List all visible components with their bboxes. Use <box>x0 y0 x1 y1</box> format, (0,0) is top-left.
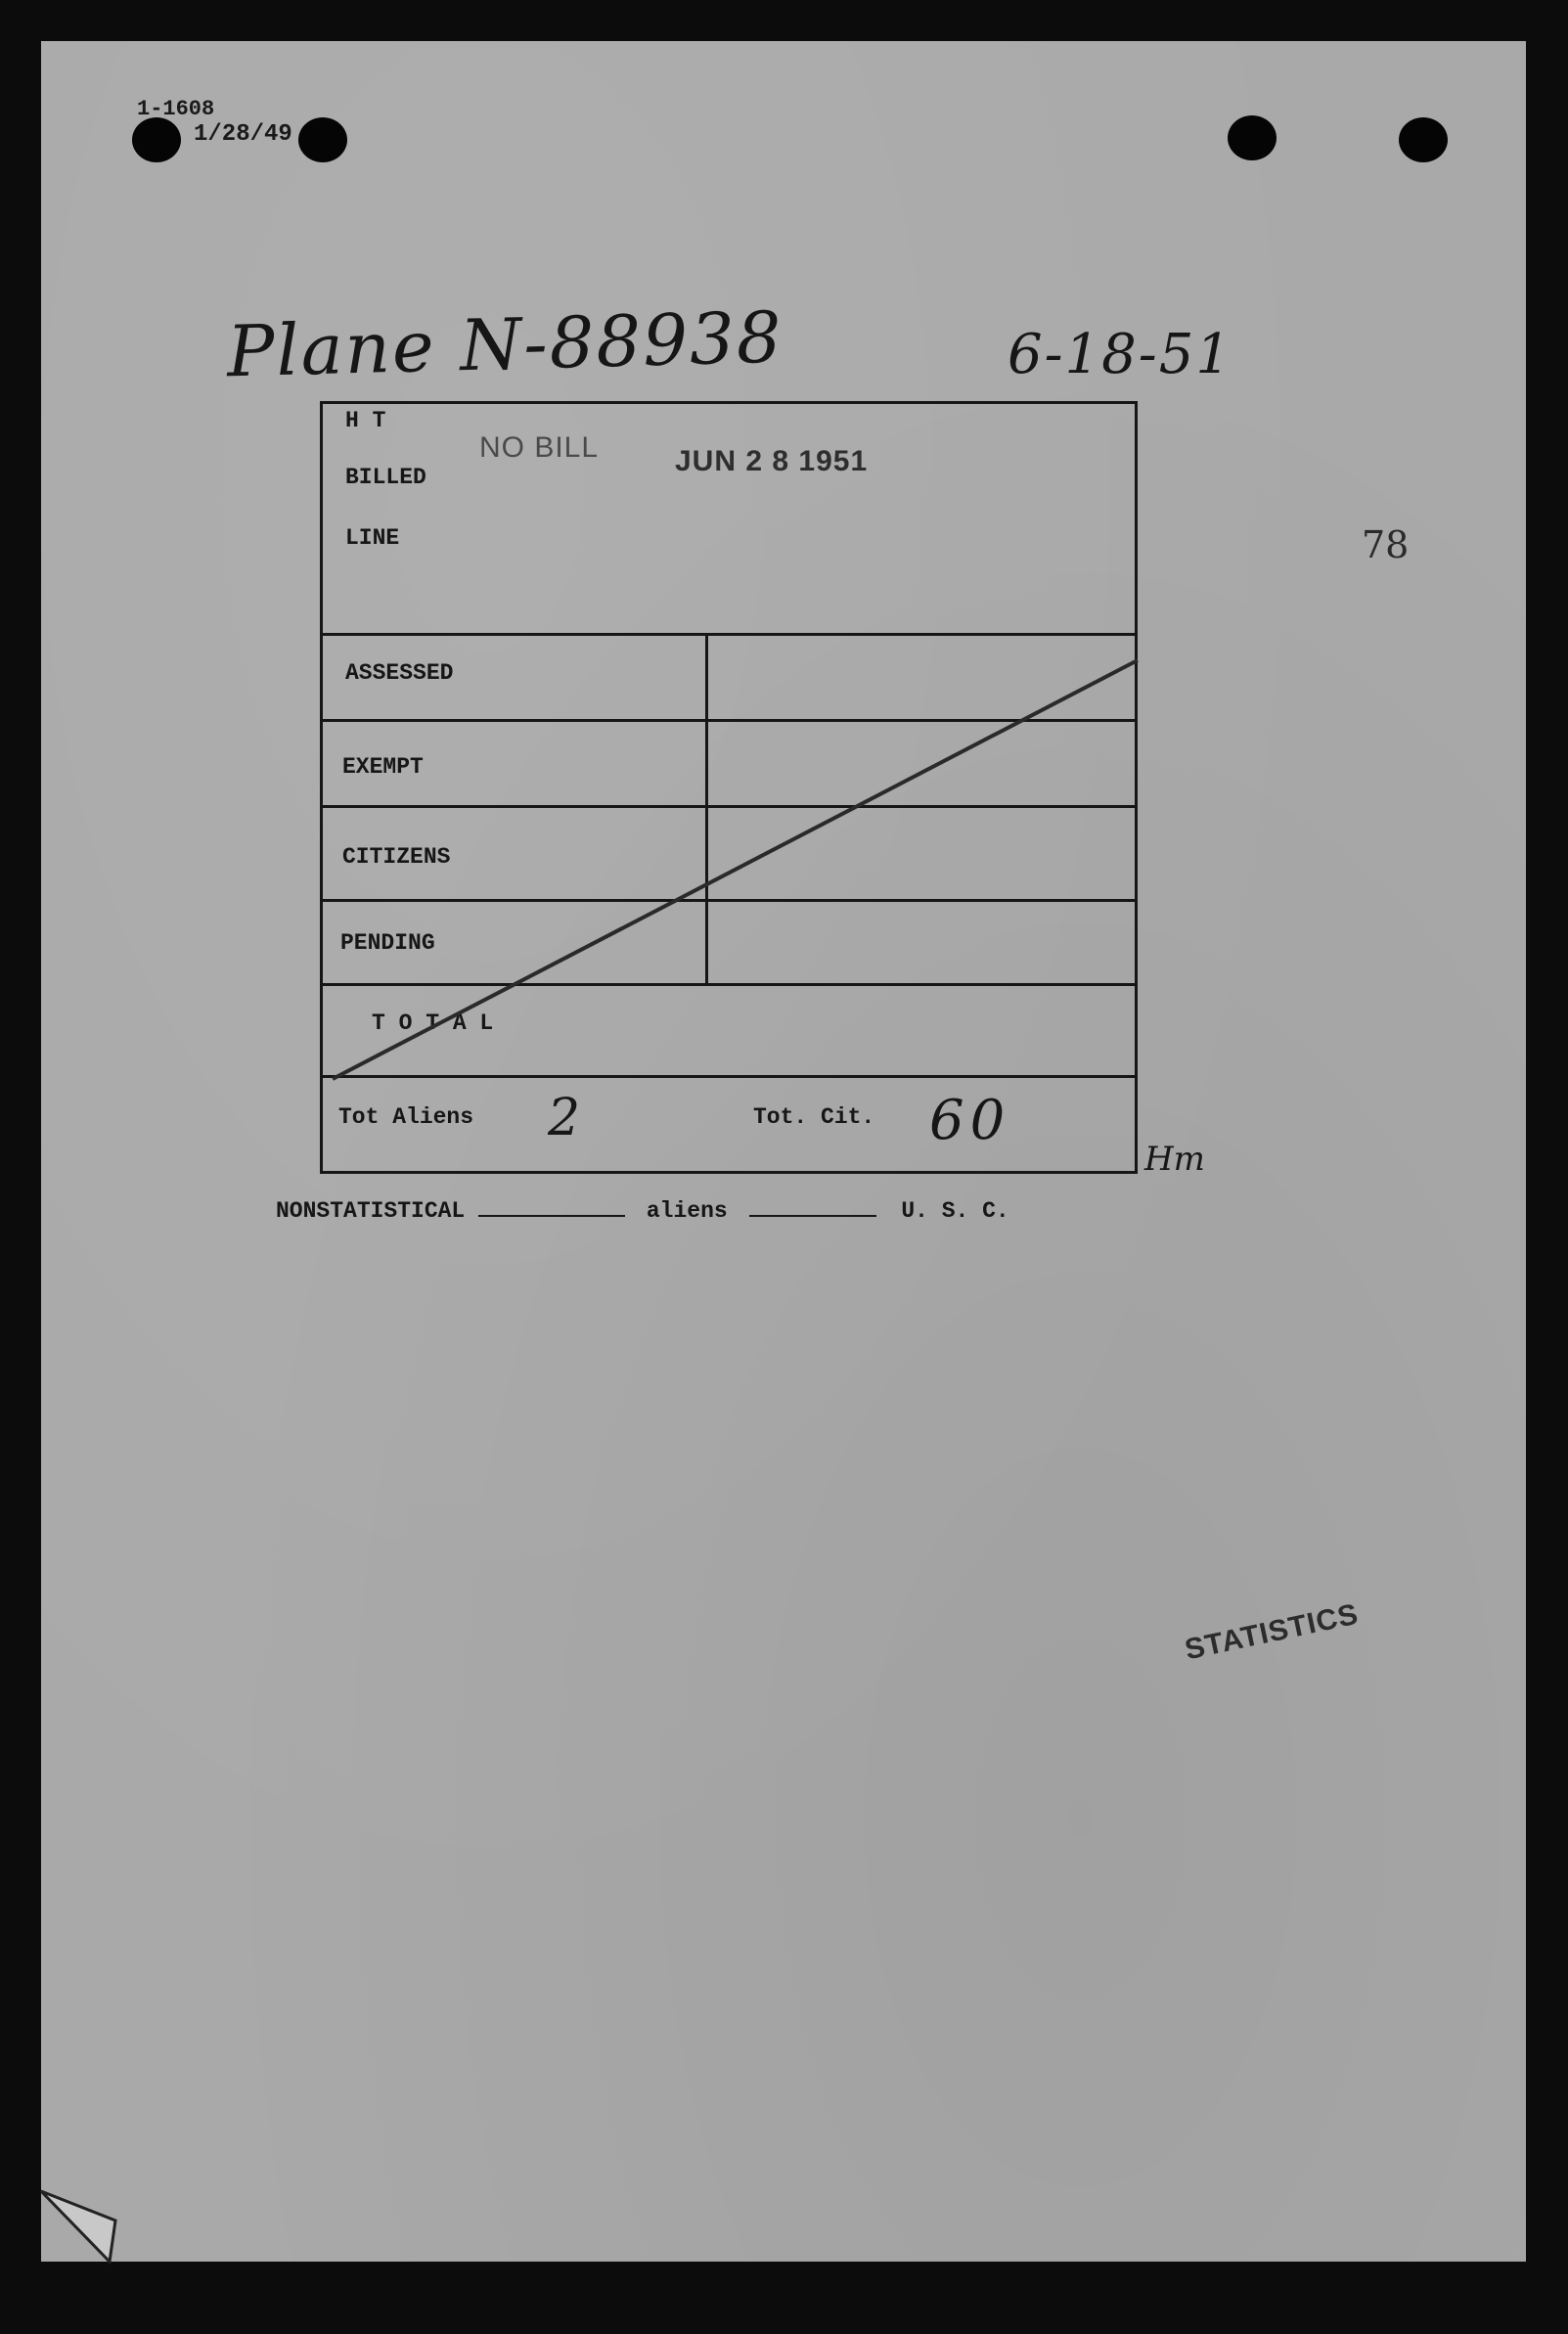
nonstatistical-line <box>276 1197 1009 1224</box>
nonstatistical-blank <box>478 1197 625 1217</box>
label-ht: H T <box>345 408 386 433</box>
punch-hole-3 <box>1228 115 1277 160</box>
row-label-assessed: ASSESSED <box>345 660 454 686</box>
punch-hole-1 <box>132 117 181 162</box>
label-billed: BILLED <box>345 465 426 490</box>
stamp-received-date: JUN 2 8 1951 <box>675 445 869 477</box>
statistics-form-box <box>320 401 1138 1174</box>
stamp-no-bill: NO BILL <box>479 431 600 464</box>
cancel-strike-line <box>323 404 1141 1177</box>
punch-hole-4 <box>1399 117 1448 162</box>
total-label: T O T A L <box>372 1010 494 1036</box>
row-label-exempt: EXEMPT <box>342 754 424 780</box>
page-number: 78 <box>1362 523 1410 566</box>
label-line: LINE <box>345 525 400 551</box>
tot-aliens-label: Tot Aliens <box>338 1104 474 1130</box>
row-label-citizens: CITIZENS <box>342 844 451 870</box>
tot-cit-value: 60 <box>929 1089 1011 1152</box>
handwritten-plane-number: Plane N-88938 <box>225 295 784 393</box>
aliens-label: aliens <box>646 1198 728 1224</box>
stamp-statistics: STATISTICS <box>1182 1597 1362 1667</box>
handwritten-initials: Hm <box>1144 1140 1205 1179</box>
punch-hole-2 <box>298 117 347 162</box>
tot-cit-label: Tot. Cit. <box>753 1104 875 1130</box>
usc-label: U. S. C. <box>901 1198 1009 1224</box>
aliens-blank <box>749 1197 876 1217</box>
folded-corner <box>0 2152 117 2269</box>
form-code: 1-1608 <box>137 97 215 121</box>
nonstatistical-label: NONSTATISTICAL <box>276 1198 466 1224</box>
tot-aliens-value: 2 <box>548 1089 581 1147</box>
form-revision-date: 1/28/49 <box>194 121 292 148</box>
row-label-pending: PENDING <box>340 930 435 956</box>
handwritten-date: 6-18-51 <box>1008 323 1232 386</box>
